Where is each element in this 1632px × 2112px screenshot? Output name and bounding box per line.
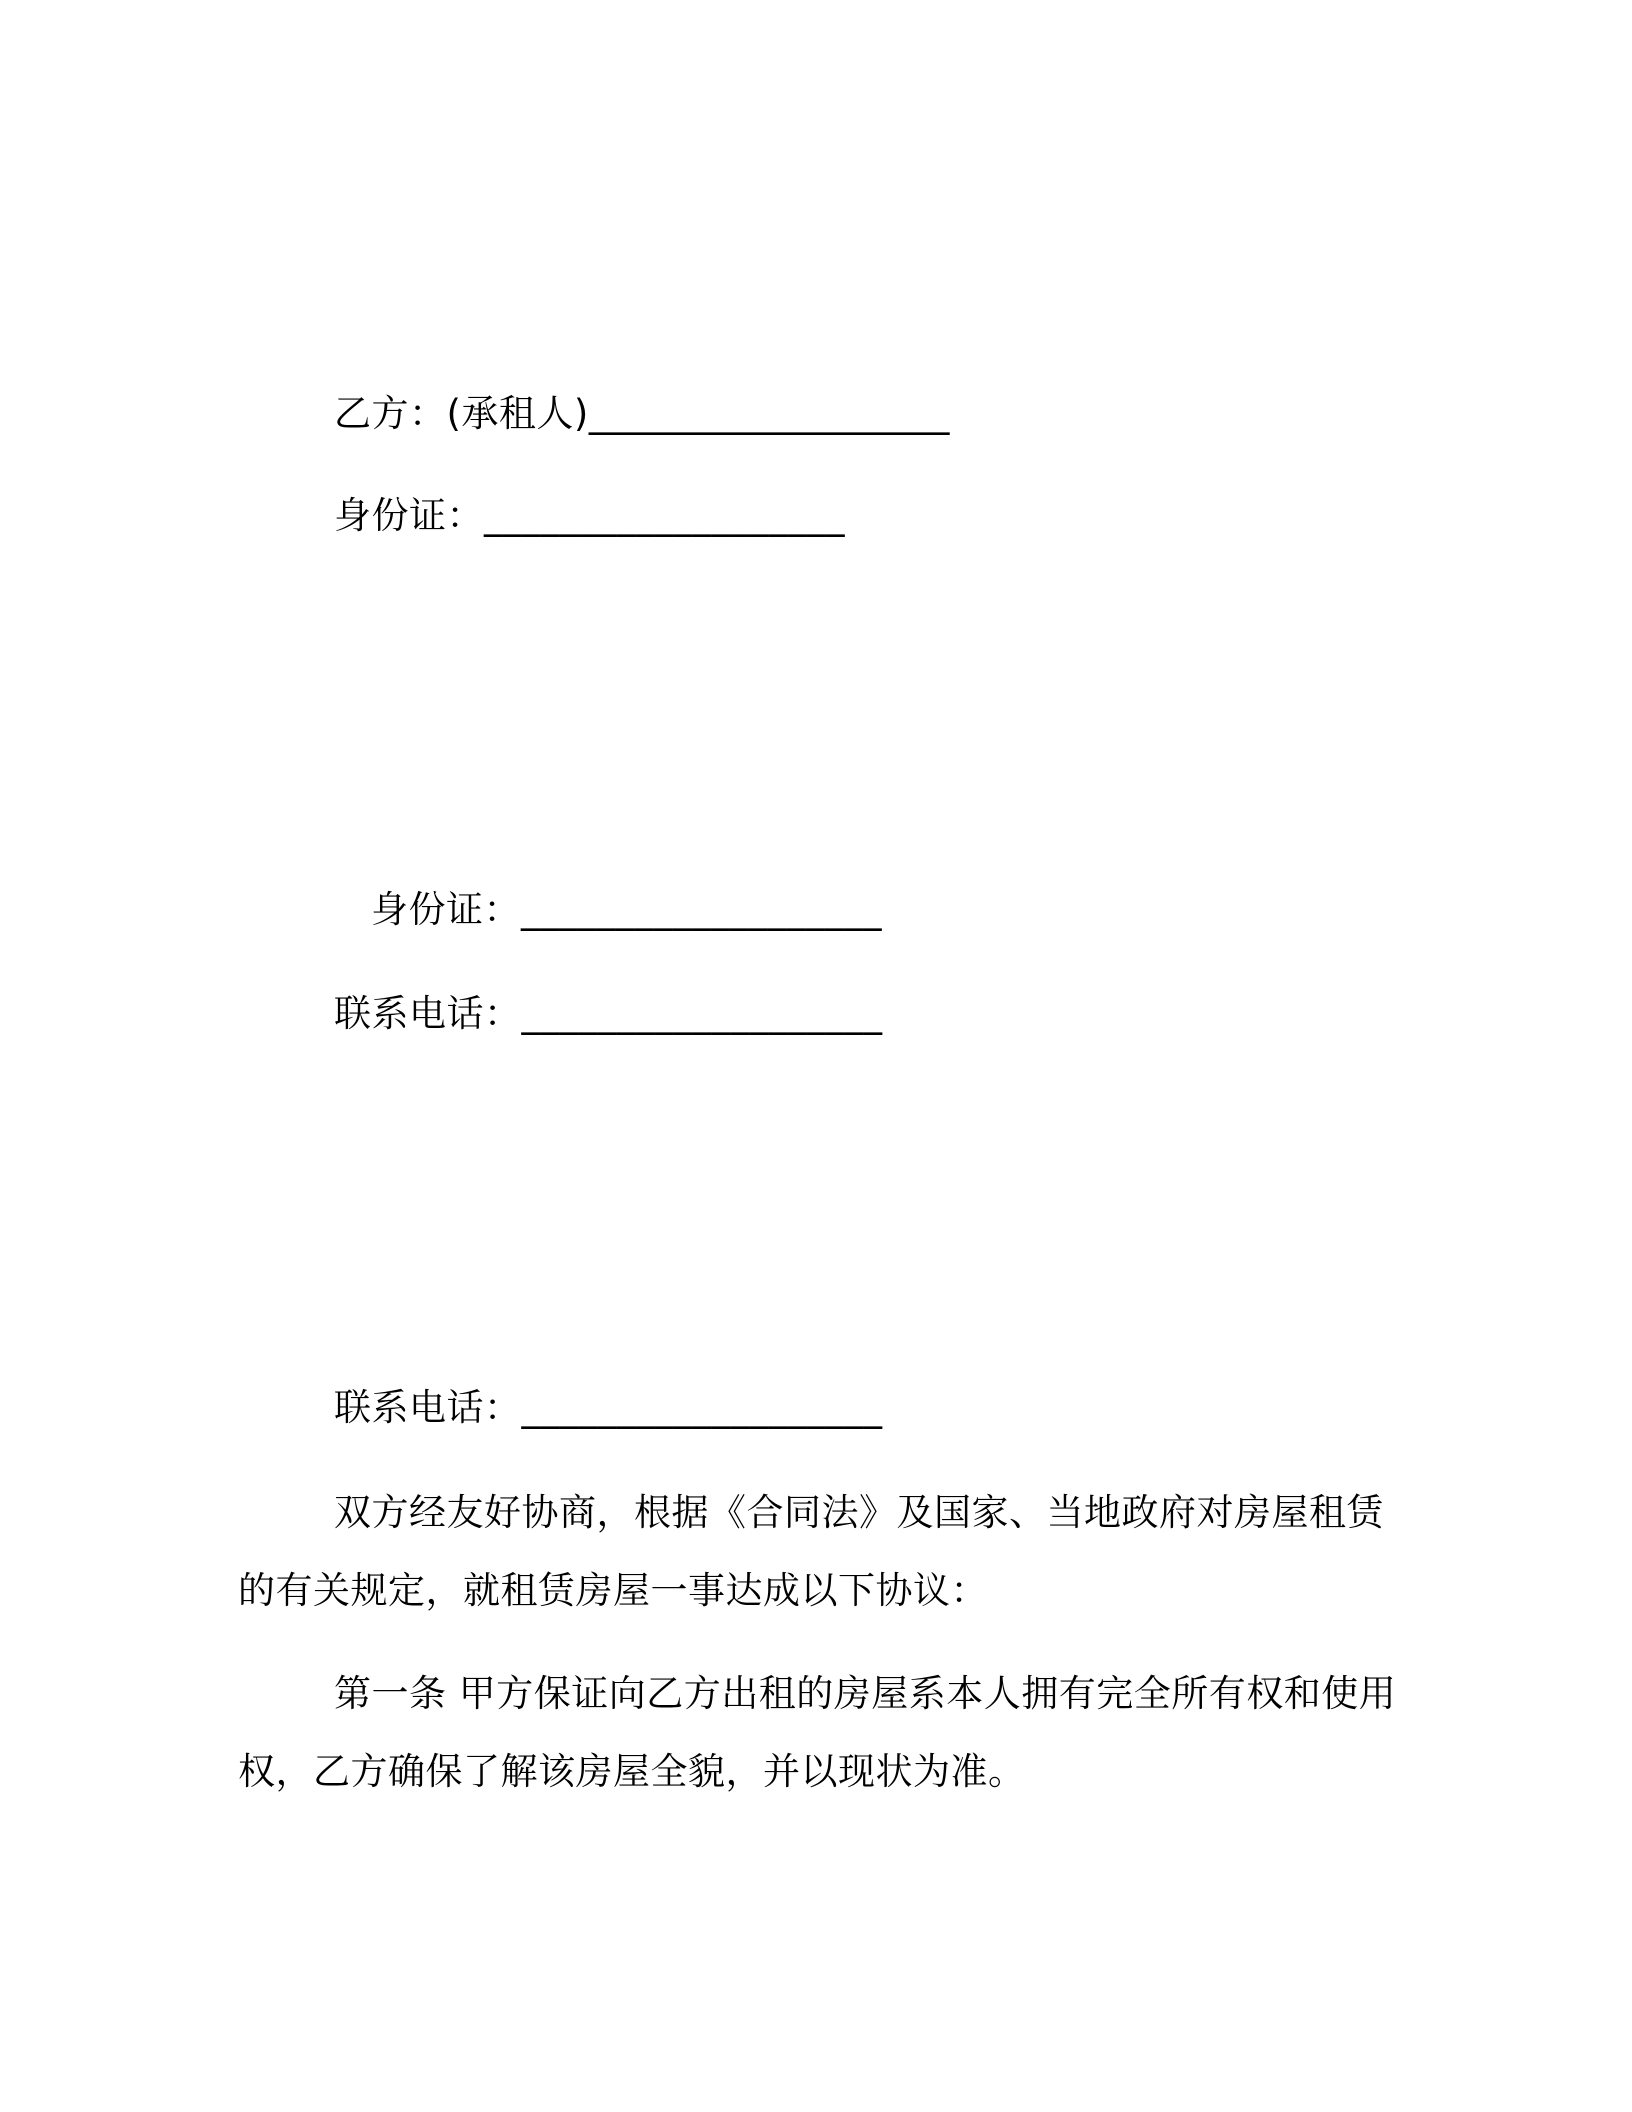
party-b-phone-line: 联系电话：___________________: [334, 1386, 883, 1429]
party-b-lessee-line: 乙方：(承租人)___________________: [334, 392, 950, 435]
party-a-phone-line: 联系电话：___________________: [334, 992, 883, 1035]
party-b-id-line: 身份证：___________________: [334, 494, 845, 537]
article-1-line-1: 第一条 甲方保证向乙方出租的房屋系本人拥有完全所有权和使用: [334, 1672, 1397, 1715]
party-a-id-line: 身份证：___________________: [371, 888, 882, 931]
intro-paragraph-line-1: 双方经友好协商，根据《合同法》及国家、当地政府对房屋租赁: [334, 1491, 1384, 1534]
article-1-line-2: 权，乙方确保了解该房屋全貌，并以现状为准。: [238, 1750, 1026, 1793]
intro-paragraph-line-2: 的有关规定，就租赁房屋一事达成以下协议：: [238, 1569, 988, 1612]
